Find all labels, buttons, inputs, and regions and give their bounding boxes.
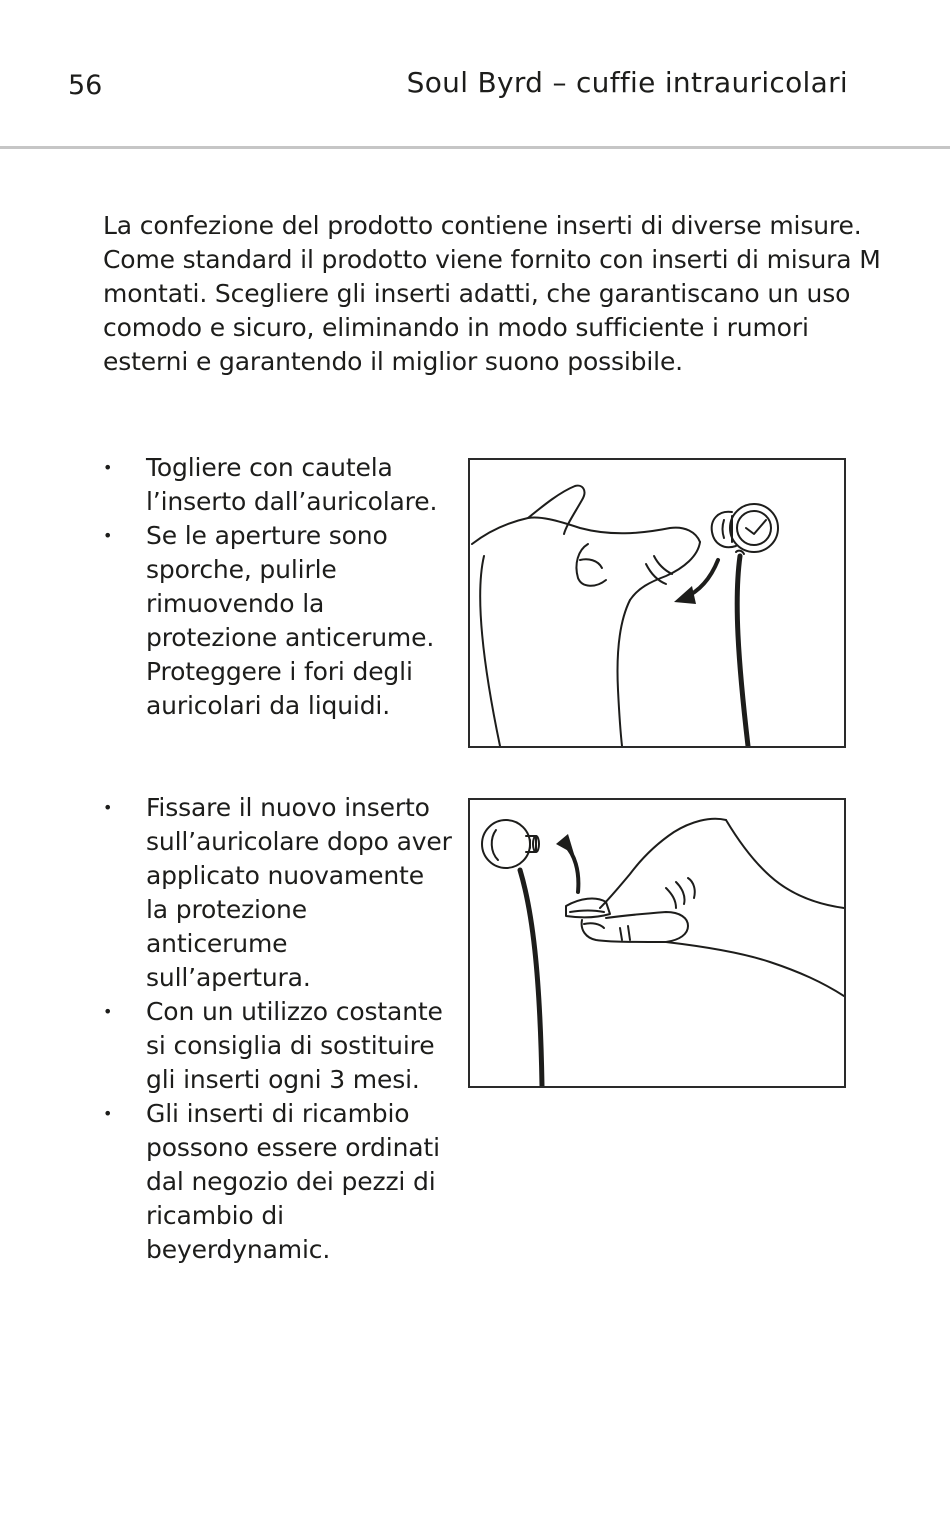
list-item	[103, 1097, 453, 1267]
page-number: 56	[68, 70, 103, 101]
list-item-text: Gli inserti di ricambio possono essere ordinati dal negozio dei pezzi di ricambio di beyerdynamic.	[146, 1099, 440, 1264]
list-item	[103, 519, 453, 723]
attach-eartip-figure	[468, 798, 846, 1088]
header-rule	[0, 146, 950, 149]
bullet-icon: •	[103, 526, 113, 545]
bullet-icon: •	[103, 458, 113, 477]
intro-paragraph: La confezione del prodotto contiene inserti di diverse misure. Come standard il prodotto viene fornito con inserti di misura M montati. Scegliere gli inserti adatti, che garantiscano un uso comodo e sicuro, eliminando in modo sufficiente i rumori esterni e garantendo il miglior suono possibile.	[103, 211, 881, 376]
steps-list-1	[103, 451, 453, 723]
list-item-text: Fissare il nuovo inserto sull’auricolare dopo aver applicato nuovamente la protezione anticerume sull’apertura.	[146, 793, 452, 992]
bullet-icon: •	[103, 1104, 113, 1123]
bullet-icon: •	[103, 798, 113, 817]
list-item-text: Togliere con cautela l’inserto dall’auricolare.	[146, 453, 438, 516]
remove-eartip-figure	[468, 458, 846, 748]
remove-eartip-illustration-icon	[470, 460, 844, 746]
list-item	[103, 995, 453, 1097]
list-item-text: Con un utilizzo costante si consiglia di sostituire gli inserti ogni 3 mesi.	[146, 997, 443, 1094]
list-item-text: Se le aperture sono sporche, pulirle rimuovendo la protezione anticerume. Proteggere i fori degli auricolari da liquidi.	[146, 521, 435, 720]
steps-list-2	[103, 791, 453, 1267]
list-item	[103, 791, 453, 995]
bullet-icon: •	[103, 1002, 113, 1021]
list-item	[103, 451, 453, 519]
running-title: Soul Byrd – cuffie intrauricolari	[406, 66, 848, 99]
attach-eartip-illustration-icon	[470, 800, 844, 1086]
